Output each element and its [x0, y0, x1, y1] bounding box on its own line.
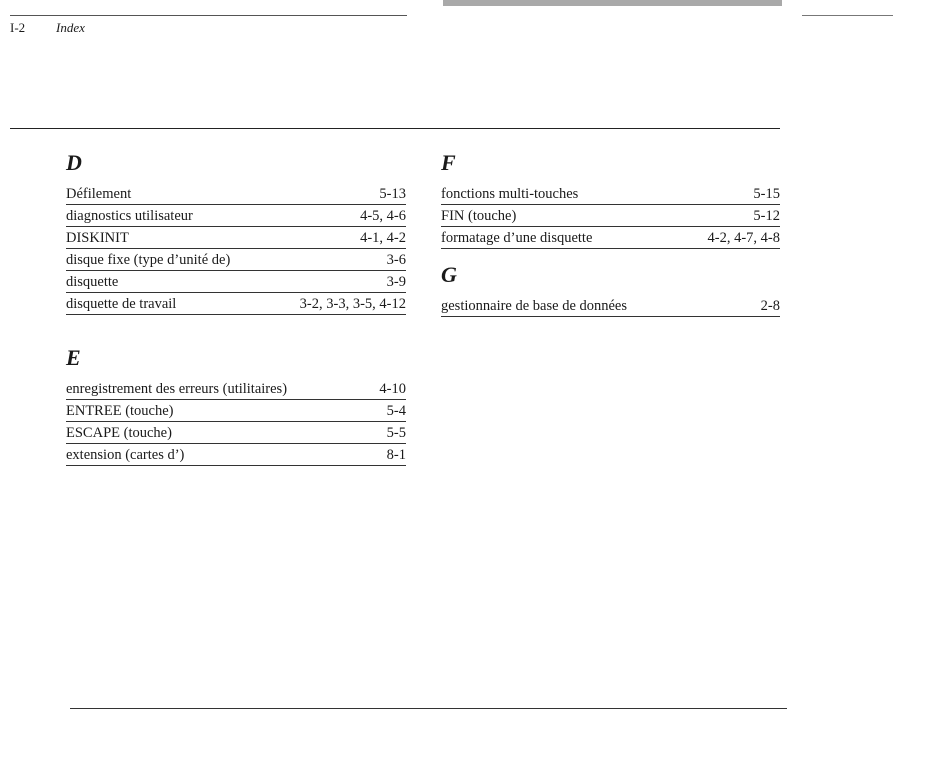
index-entry: [66, 378, 406, 400]
section-g-entries: [441, 295, 780, 317]
running-title: Index: [56, 20, 85, 35]
section-letter-f: F: [441, 150, 456, 175]
index-entry: [66, 183, 406, 205]
entry-term: ESCAPE (touche): [66, 425, 172, 441]
entry-term: extension (cartes d’): [66, 447, 185, 463]
section-d-entries: [66, 183, 406, 315]
entry-term: disquette: [66, 274, 119, 290]
index-entry: [441, 183, 780, 205]
index-entry: [66, 422, 406, 444]
section-letter-g: G: [441, 262, 457, 287]
entry-term: fonctions multi-touches: [441, 186, 579, 202]
entry-pages: 4-10: [379, 381, 406, 397]
header-gray-band: [443, 0, 782, 6]
entry-term: disque fixe (type d’unité de): [66, 252, 231, 268]
entry-pages: 8-1: [386, 447, 406, 463]
footer-rule: [70, 708, 787, 709]
entry-term: gestionnaire de base de données: [441, 298, 628, 314]
entry-pages: 2-8: [760, 298, 780, 314]
section-letter-d: D: [66, 150, 82, 175]
entry-pages: 3-2, 3-3, 3-5, 4-12: [299, 296, 406, 312]
entry-pages: 5-15: [753, 186, 780, 202]
index-entry: [66, 205, 406, 227]
header-rule-right: [802, 15, 893, 16]
entry-pages: 5-4: [386, 403, 406, 419]
index-entry: [441, 227, 780, 249]
entry-term: formatage d’une disquette: [441, 230, 593, 246]
index-entry: [66, 249, 406, 271]
entry-pages: 5-13: [379, 186, 406, 202]
entry-pages: 3-6: [386, 252, 406, 268]
entry-pages: 5-5: [386, 425, 406, 441]
entry-term: disquette de travail: [66, 296, 177, 312]
entry-pages: 3-9: [386, 274, 406, 290]
index-entry: [66, 227, 406, 249]
entry-pages: 5-12: [753, 208, 780, 224]
page-number: I-2: [10, 20, 26, 35]
entry-term: diagnostics utilisateur: [66, 208, 193, 224]
entry-term: ENTREE (touche): [66, 403, 174, 419]
section-rule: [10, 128, 780, 129]
index-entry: [66, 400, 406, 422]
entry-term: enregistrement des erreurs (utilitaires): [66, 381, 288, 397]
entry-pages: 4-2, 4-7, 4-8: [707, 230, 780, 246]
index-entry: [66, 271, 406, 293]
section-f-entries: [441, 183, 780, 249]
index-entry: [66, 444, 406, 466]
section-letter-e: E: [66, 345, 81, 370]
index-entry: [441, 205, 780, 227]
section-e-entries: [66, 378, 406, 466]
entry-term: Défilement: [66, 186, 132, 202]
entry-pages: 4-5, 4-6: [360, 208, 406, 224]
header-rule-left: [10, 15, 407, 16]
entry-term: FIN (touche): [441, 208, 517, 224]
index-entry: [66, 293, 406, 315]
entry-pages: 4-1, 4-2: [360, 230, 406, 246]
index-entry: [441, 295, 780, 317]
entry-term: DISKINIT: [66, 230, 129, 246]
